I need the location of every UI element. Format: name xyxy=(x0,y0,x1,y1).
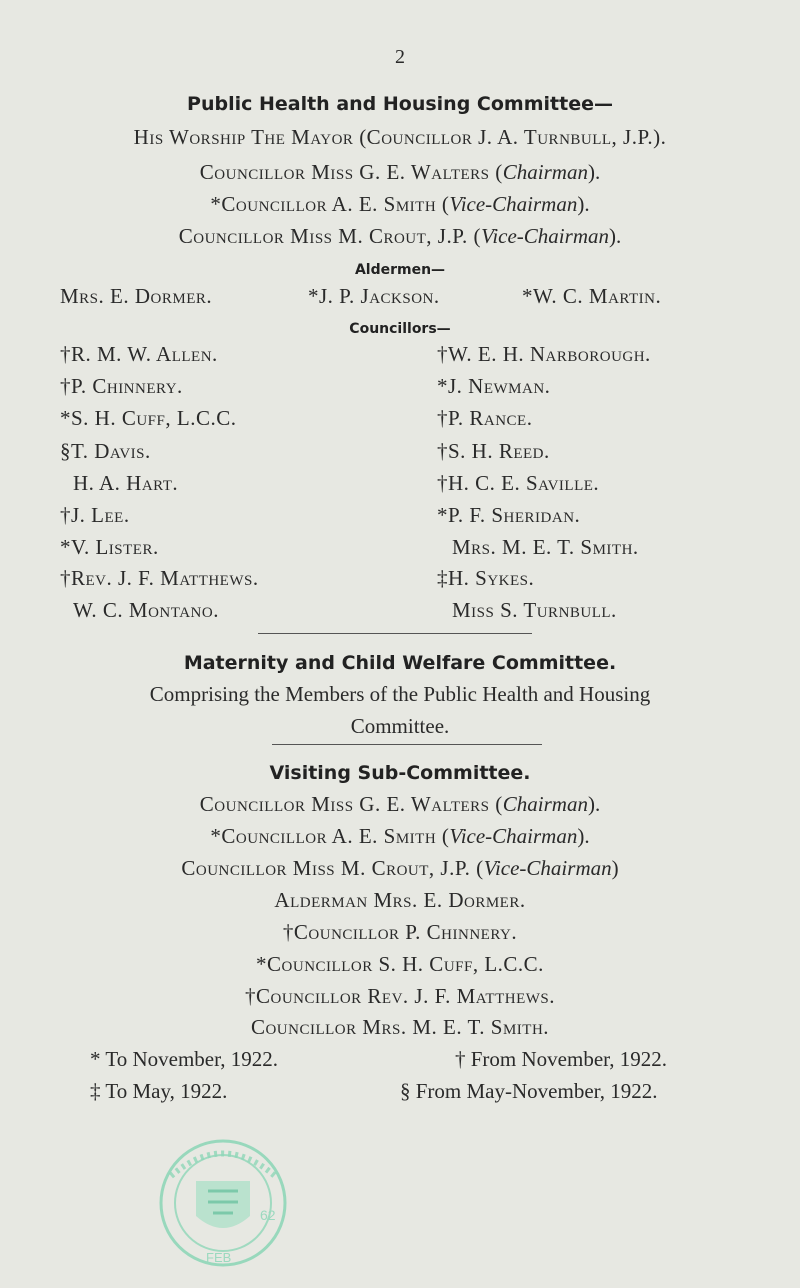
chairman-close: ). xyxy=(587,160,601,184)
visiting-member-5: Councillor Mrs. M. E. T. Smith. xyxy=(250,1015,550,1039)
maternity-line-1: Comprising the Members of the Public Health and Housing xyxy=(149,682,651,706)
aldermen-label: Aldermen— xyxy=(354,262,446,278)
chairman-name: Councillor Miss G. E. Walters ( xyxy=(199,160,503,184)
footnote-section: § From May-November, 1922. xyxy=(400,1079,658,1103)
visiting-vice-role-1: Vice-Chairman xyxy=(449,824,578,848)
vice-chairman-role-2: Vice-Chairman xyxy=(481,224,609,248)
councillor-left-9: W. C. Montano. xyxy=(73,598,219,622)
vice-chairman-line-1 xyxy=(0,192,800,217)
councillor-left-5: H. A. Hart. xyxy=(73,471,179,495)
vice-chairman-role-1: Vice-Chairman xyxy=(449,192,578,216)
councillor-right-9: Miss S. Turnbull. xyxy=(452,598,617,622)
visiting-member-4: †Councillor Rev. J. F. Matthews. xyxy=(244,984,555,1008)
visiting-chairman-line xyxy=(0,792,800,817)
councillor-right-7: Mrs. M. E. T. Smith. xyxy=(452,535,639,559)
councillor-left-1: †R. M. W. Allen. xyxy=(60,342,218,366)
alderman-3: *W. C. Martin. xyxy=(522,284,662,308)
visiting-member-1: Alderman Mrs. E. Dormer. xyxy=(274,888,526,912)
councillor-right-1: †W. E. H. Narborough. xyxy=(437,342,651,366)
maternity-line-2: Committee. xyxy=(350,714,450,738)
councillor-left-6: †J. Lee. xyxy=(60,503,130,527)
vice-chairman-close-2: ). xyxy=(608,224,622,248)
councillor-right-2: *J. Newman. xyxy=(437,374,551,398)
maternity-heading: Maternity and Child Welfare Committee. xyxy=(183,652,617,674)
vice-chairman-name-2: Councillor Miss M. Crout, J.P. ( xyxy=(178,224,482,248)
visiting-chairman-name: Councillor Miss G. E. Walters ( xyxy=(199,792,503,816)
councillor-left-4: §T. Davis. xyxy=(60,439,151,463)
visiting-vice-name-1: *Councillor A. E. Smith ( xyxy=(210,824,450,848)
visiting-vice-role-2: Vice-Chairman xyxy=(483,856,612,880)
footnote-dagger: † From November, 1922. xyxy=(455,1047,668,1071)
stamp-number: 62 xyxy=(260,1207,276,1223)
vice-chairman-line-2 xyxy=(0,224,800,249)
footnote-double-dagger: ‡ To May, 1922. xyxy=(90,1079,228,1103)
alderman-2: *J. P. Jackson. xyxy=(308,284,440,308)
visiting-member-2: †Councillor P. Chinnery. xyxy=(282,920,518,944)
councillor-right-5: †H. C. E. Saville. xyxy=(437,471,600,495)
divider-1 xyxy=(258,633,532,634)
chairman-line xyxy=(0,160,800,185)
library-stamp xyxy=(156,1136,290,1270)
councillor-left-8: †Rev. J. F. Matthews. xyxy=(60,566,259,590)
visiting-vice-close-2: ) xyxy=(611,856,619,880)
visiting-vice-chairman-line-1 xyxy=(0,824,800,849)
vice-chairman-close-1: ). xyxy=(577,192,590,216)
mayor-line: His Worship The Mayor (Councillor J. A. Turnbull, J.P.). xyxy=(133,125,667,149)
visiting-chairman-role: Chairman xyxy=(502,792,588,816)
public-health-heading: Public Health and Housing Committee— xyxy=(187,93,613,115)
vice-chairman-name-1: *Councillor A. E. Smith ( xyxy=(210,192,450,216)
visiting-chairman-close: ). xyxy=(587,792,601,816)
visiting-vice-close-1: ). xyxy=(577,824,590,848)
councillor-right-3: †P. Rance. xyxy=(437,406,533,430)
visiting-heading: Visiting Sub-Committee. xyxy=(269,762,531,784)
councillor-right-4: †S. H. Reed. xyxy=(437,439,550,463)
councillor-left-3: *S. H. Cuff, L.C.C. xyxy=(60,406,237,430)
stamp-month: FEB xyxy=(206,1250,232,1265)
visiting-vice-chairman-line-2 xyxy=(0,856,800,881)
alderman-1: Mrs. E. Dormer. xyxy=(60,284,213,308)
councillor-right-6: *P. F. Sheridan. xyxy=(437,503,581,527)
councillor-left-2: †P. Chinnery. xyxy=(60,374,183,398)
councillor-right-8: ‡H. Sykes. xyxy=(437,566,535,590)
chairman-role: Chairman xyxy=(502,160,588,184)
councillor-left-7: *V. Lister. xyxy=(60,535,159,559)
visiting-member-3: *Councillor S. H. Cuff, L.C.C. xyxy=(256,952,544,976)
footnote-star: * To November, 1922. xyxy=(90,1047,279,1071)
page-number: 2 xyxy=(395,46,405,68)
councillors-label: Councillors— xyxy=(349,321,451,337)
visiting-vice-name-2: Councillor Miss M. Crout, J.P. ( xyxy=(181,856,484,880)
divider-2 xyxy=(272,744,542,745)
